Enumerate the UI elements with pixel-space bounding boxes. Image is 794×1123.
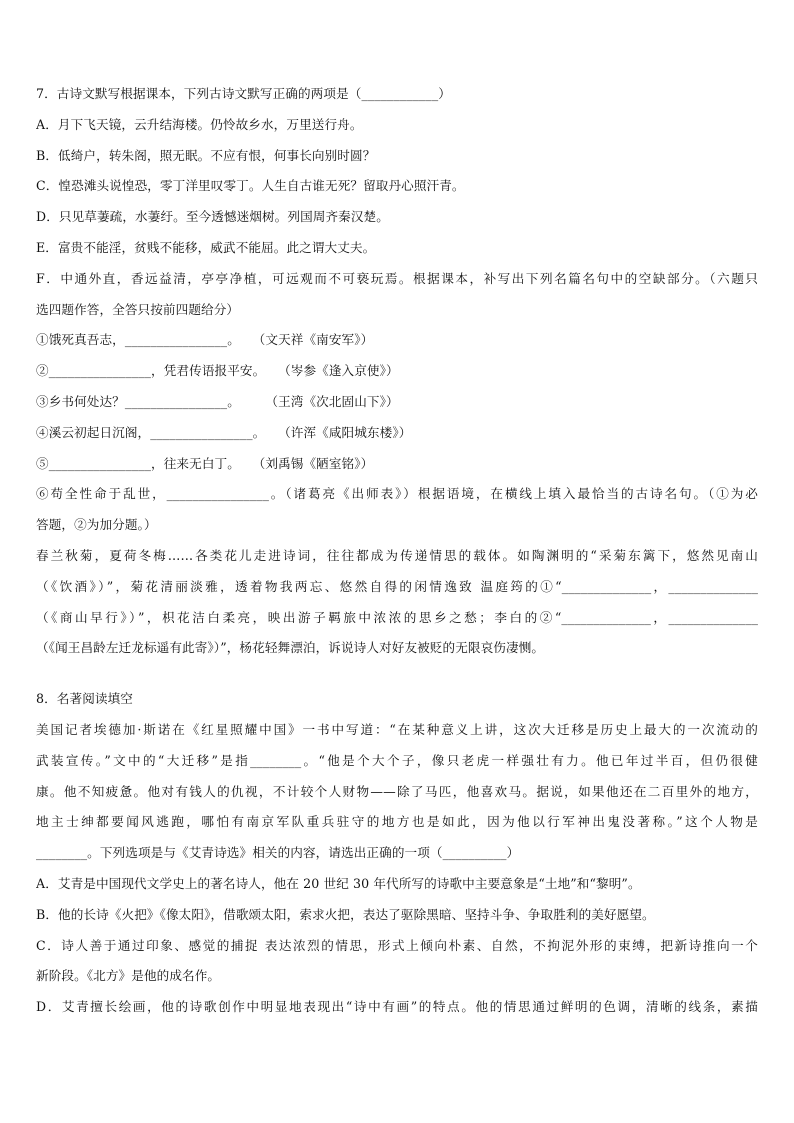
- q8-option-d: D．艾青擅长绘画，他的诗歌创作中明显地表现出“诗中有画”的特点。他的情思通过鲜明的色调，清晰的线条，素描: [36, 999, 758, 1015]
- q7-passage-line: （《闻王昌龄左迁龙标遥有此寄》）”，杨花轻舞漂泊，诉说诗人对好友被贬的无限哀伤凄恻。: [36, 640, 545, 656]
- q7-fill-1: ①饿死真吾志，________________。 （文天祥《南安军》）: [36, 332, 374, 348]
- q7-option-b: B．低绮户，转朱阁，照无眠。不应有恨，何事长向别时圆？: [36, 147, 376, 163]
- q8-title: 8．名著阅读填空: [36, 691, 133, 707]
- q8-option-a: A．艾青是中国现代文学史上的著名诗人，他在 20 世纪 30 年代所写的诗歌中主要意象是“土地”和“黎明”。: [36, 875, 641, 891]
- q8-option-c-cont: 新阶段。《北方》是他的成名作。: [36, 968, 221, 984]
- question-7: [36, 79, 758, 664]
- q8-passage-line: 康。他不知疲惫。他对有钱人的仇视，不计较个人财物——除了马匹，他喜欢马。据说，如果他还在二百里外的地方，: [36, 783, 758, 799]
- q7-option-d: D．只见草萋疏，水萋纡。至今透憾迷烟树。列国周齐秦汉楚。: [36, 209, 389, 225]
- document-body: [36, 79, 758, 1023]
- q8-passage-line: 美国记者埃德加·斯诺在《红星照耀中国》一书中写道：“在某种意义上讲，这次大迁移是历史上最大的一次流动的: [36, 721, 758, 737]
- q7-option-a: A．月下飞天镜，云升结海楼。仍怜故乡水，万里送行舟。: [36, 116, 363, 132]
- q7-fill-2: ②________________，凭君传语报平安。 （岑参《逢入京使》）: [36, 363, 399, 379]
- question-8: [36, 684, 758, 1023]
- q8-passage-line: 武装宣传。”文中的“大迁移”是指________。“他是个大个子，像只老虎一样强壮有力。他已年过半百，但仍很健: [36, 752, 758, 768]
- q7-fill-6-cont: 答题，②为加分题。）: [36, 517, 157, 533]
- q7-option-c: C．惶恐滩头说惶恐，零丁洋里叹零丁。人生自古谁无死？留取丹心照汗青。: [36, 178, 465, 194]
- q7-passage-line: （《商山早行》）”，枳花洁白柔亮，映出游子羁旅中浓浓的思乡之愁；李白的②“______________，______________: [36, 609, 758, 625]
- q7-option-e: E．富贵不能淫，贫贱不能移，威武不能屈。此之谓大丈夫。: [36, 239, 376, 255]
- q7-stem: 7．古诗文默写根据课本，下列古诗文默写正确的两项是（____________）: [36, 86, 451, 101]
- q7-option-f-cont: 选四题作答，全答只按前四题给分）: [36, 301, 240, 317]
- q8-passage-line: 地主士绅都要闻风逃跑，哪怕有南京军队重兵驻守的地方也是如此，因为他以行军神出鬼没著称。”这个人物是: [36, 814, 758, 830]
- q8-option-b: B．他的长诗《火把》《像太阳》，借歌颂太阳，索求火把，表达了驱除黑暗、坚持斗争、争取胜利的美好愿望。: [36, 906, 655, 922]
- q8-stem: ________。下列选项是与《艾青诗选》相关的内容，请选出正确的一项（__________）: [36, 845, 520, 861]
- section-gap: [36, 664, 758, 684]
- q7-fill-3: ③乡书何处达？________________。 （王湾《次北固山下》）: [36, 393, 399, 409]
- q7-passage-line: （《饮酒》）”，菊花清丽淡雅，透着物我两忘、悠然自得的闲情逸致 温庭筠的①“______________，______________: [36, 578, 758, 594]
- q7-fill-5: ⑤________________，往来无白丁。 （刘禹锡《陋室铭》）: [36, 455, 374, 471]
- q8-option-c: C．诗人善于通过印象、感觉的捕捉 表达浓烈的情思，形式上倾向朴素、自然，不拘泥外形的束缚，把新诗推向一个: [36, 937, 758, 953]
- q7-fill-6: ⑥苟全性命于乱世，________________。（诸葛亮《出师表》）根据语境，在横线上填入最恰当的古诗名句。（①为必: [36, 486, 758, 502]
- q7-fill-4: ④溪云初起日沉阁，________________。 （许浑《咸阳城东楼》）: [36, 424, 412, 440]
- q7-passage-line: 春兰秋菊，夏荷冬梅……各类花儿走进诗词，往往都成为传递情思的载体。如陶渊明的“采菊东篱下，悠然见南山: [36, 547, 758, 563]
- q7-option-f: F．中通外直，香远益清，亭亭净植，可远观而不可亵玩焉。根据课本，补写出下列名篇名句中的空缺部分。（六题只: [36, 270, 758, 286]
